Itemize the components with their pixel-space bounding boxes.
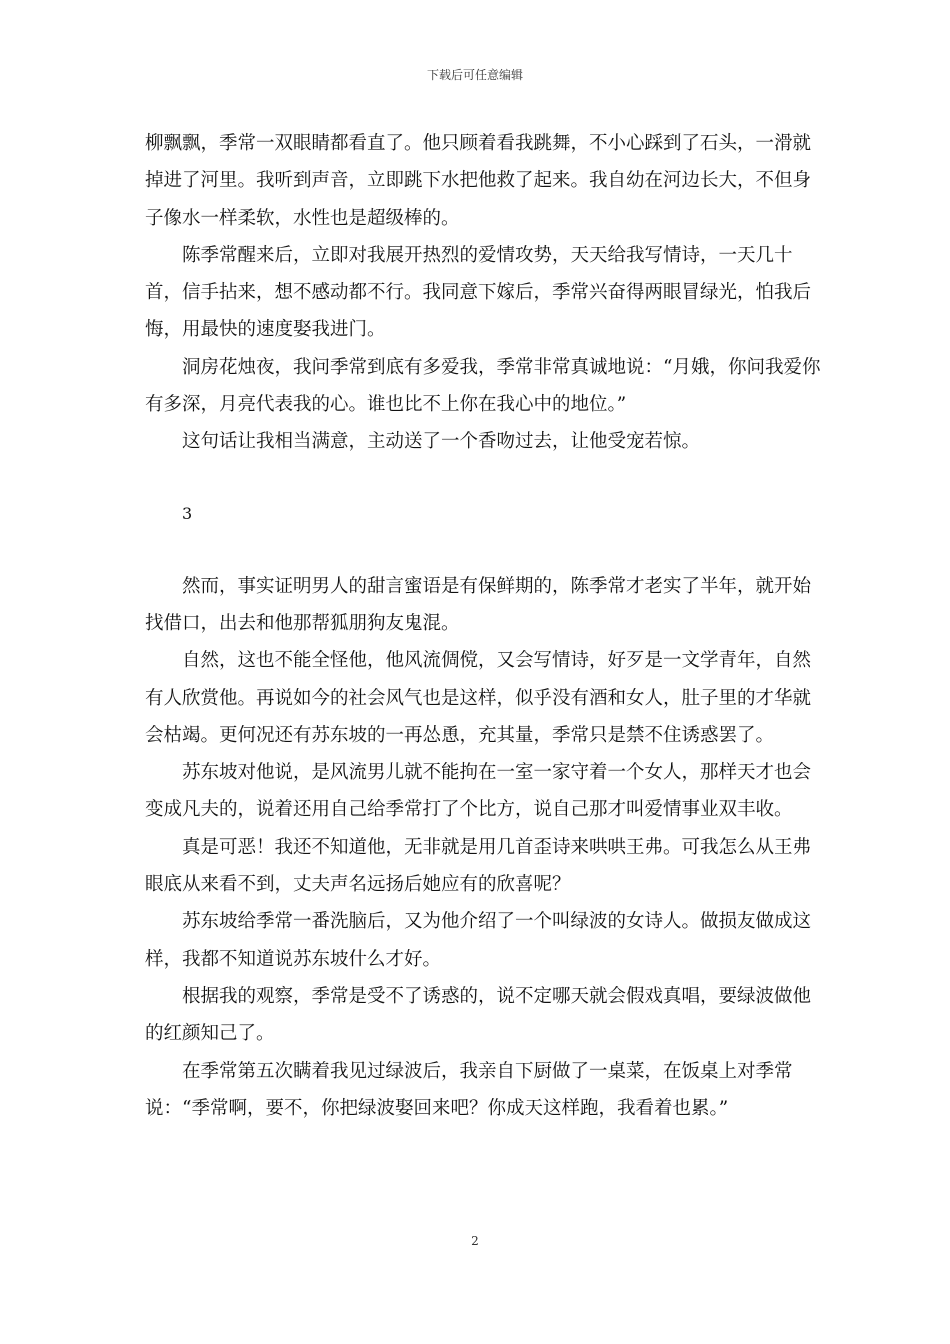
body-text bbox=[145, 125, 825, 1127]
paragraph: 洞房花烛夜，我问季常到底有多爱我，季常非常真诚地说：“月娥，你问我爱你有多深，月亮代表我的心。谁也比不上你在我心中的地位。” bbox=[145, 356, 821, 416]
paragraph: 自然，这也不能全怪他，他风流倜傥，又会写情诗，好歹是一文学青年，自然有人欣赏他。再说如今的社会风气也是这样，似乎没有酒和女人，肚子里的才华就会枯竭。更何况还有苏东坡的一再怂恿，充其量，季常只是禁不住诱惑罢了。 bbox=[145, 650, 812, 746]
paragraph: 在季常第五次瞒着我见过绿波后，我亲自下厨做了一桌菜，在饭桌上对季常说：“季常啊，要不，你把绿波娶回来吧？你成天这样跑，我看着也累。” bbox=[145, 1060, 793, 1119]
paragraph: 根据我的观察，季常是受不了诱惑的，说不定哪天就会假戏真唱，要绿波做他的红颜知己了。 bbox=[145, 985, 812, 1045]
paragraph: 苏东坡给季常一番洗脑后，又为他介绍了一个叫绿波的女诗人。做损友做成这样，我都不知道说苏东坡什么才好。 bbox=[145, 911, 812, 970]
paragraph: 苏东坡对他说，是风流男儿就不能拘在一室一家守着一个女人，那样天才也会变成凡夫的，说着还用自己给季常打了个比方，说自己那才叫爱情事业双丰收。 bbox=[145, 762, 812, 821]
page-number: 2 bbox=[471, 1234, 479, 1248]
section-number: 3 bbox=[182, 503, 193, 523]
paragraph: 这句话让我相当满意，主动送了一个香吻过去，让他受宠若惊。 bbox=[182, 431, 701, 453]
paragraph: 然而，事实证明男人的甜言蜜语是有保鲜期的，陈季常才老实了半年，就开始找借口，出去和他那帮狐朋狗友鬼混。 bbox=[145, 575, 812, 634]
paragraph: 陈季常醒来后，立即对我展开热烈的爱情攻势，天天给我写情诗，一天几十首，信手拈来，想不感动都不行。我同意下嫁后，季常兴奋得两眼冒绿光，怕我后悔，用最快的速度娶我进门。 bbox=[145, 244, 812, 341]
paragraph: 柳飘飘，季常一双眼睛都看直了。他只顾着看我跳舞，不小心踩到了石头，一滑就掉进了河里。我听到声音，立即跳下水把他救了起来。我自幼在河边长大，不但身子像水一样柔软，水性也是超级棒的。 bbox=[145, 133, 812, 229]
paragraph: 真是可恶！我还不知道他，无非就是用几首歪诗来哄哄王弗。可我怎么从王弗眼底从来看不到，丈夫声名远扬后她应有的欣喜呢？ bbox=[145, 836, 812, 896]
page-header: 下载后可任意编辑 bbox=[426, 68, 523, 82]
